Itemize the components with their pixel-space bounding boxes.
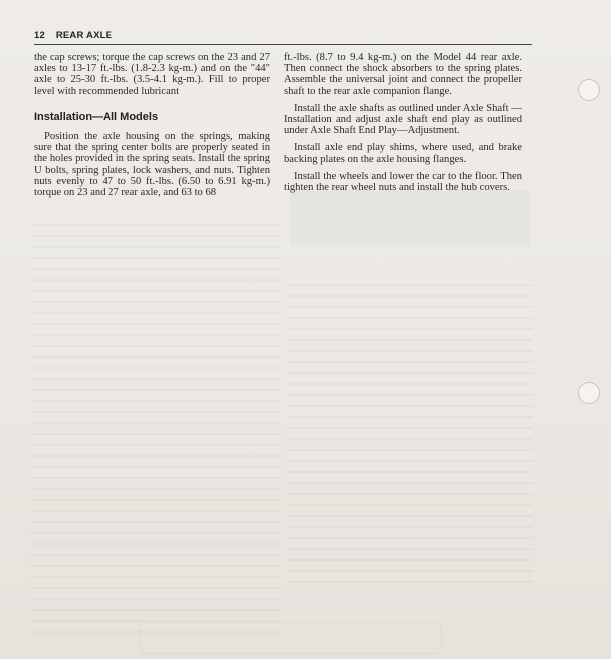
- left-column: [34, 52, 270, 204]
- header-rule: [34, 44, 532, 45]
- right-paragraph-1: ft.-lbs. (8.7 to 9.4 kg-m.) on the Model 44 rear axle. Then connect the shock absorbers to the spring plates. Assemble the universal joint and connect the propeller shaft to the rear axle companion flange.: [284, 52, 522, 97]
- left-paragraph-1: the cap screws; torque the cap screws on the 23 and 27 axles to 13-17 ft.-lbs. (1.8-2.3 kg-m.) and on the "44" axle to 25-30 ft.-lbs. (3.5-4.1 kg-m.). Fill to proper level with recommended lubricant: [34, 52, 270, 97]
- reverse-side-bleed-right: [288, 275, 533, 585]
- binder-hole-top: [578, 79, 600, 101]
- right-paragraph-2: Install the axle shafts as outlined under Axle Shaft —Installation and adjust axle shaft end play as outlined under Axle Shaft End Play—Adjustment.: [284, 102, 522, 137]
- left-paragraph-2: Position the axle housing on the springs, making sure that the spring center bolts are properly seated in the holes provided in the spring seats. Install the spring U bolts, spring plates, lock washers, and nuts. Tighten nuts evenly to 47 to 50 ft.-lbs. (6.50 to 6.91 kg-m.) torque on 23 and 27 rear axle, and 63 to 68: [34, 131, 270, 199]
- binder-hole-bottom: [578, 382, 600, 404]
- page-number: 12: [34, 30, 45, 41]
- reverse-side-bleed-bottom: [140, 622, 442, 654]
- page-header: [34, 30, 534, 41]
- reverse-side-bleed-left: [30, 215, 280, 635]
- right-column: [284, 52, 522, 199]
- section-heading: Installation—All Models: [34, 110, 159, 123]
- right-paragraph-4: Install the wheels and lower the car to the floor. Then tighten the rear wheel nuts and install the hub covers.: [284, 170, 522, 194]
- right-paragraph-3: Install axle end play shims, where used, and brake backing plates on the axle housing flanges.: [284, 142, 522, 165]
- section-title: REAR AXLE: [55, 30, 113, 41]
